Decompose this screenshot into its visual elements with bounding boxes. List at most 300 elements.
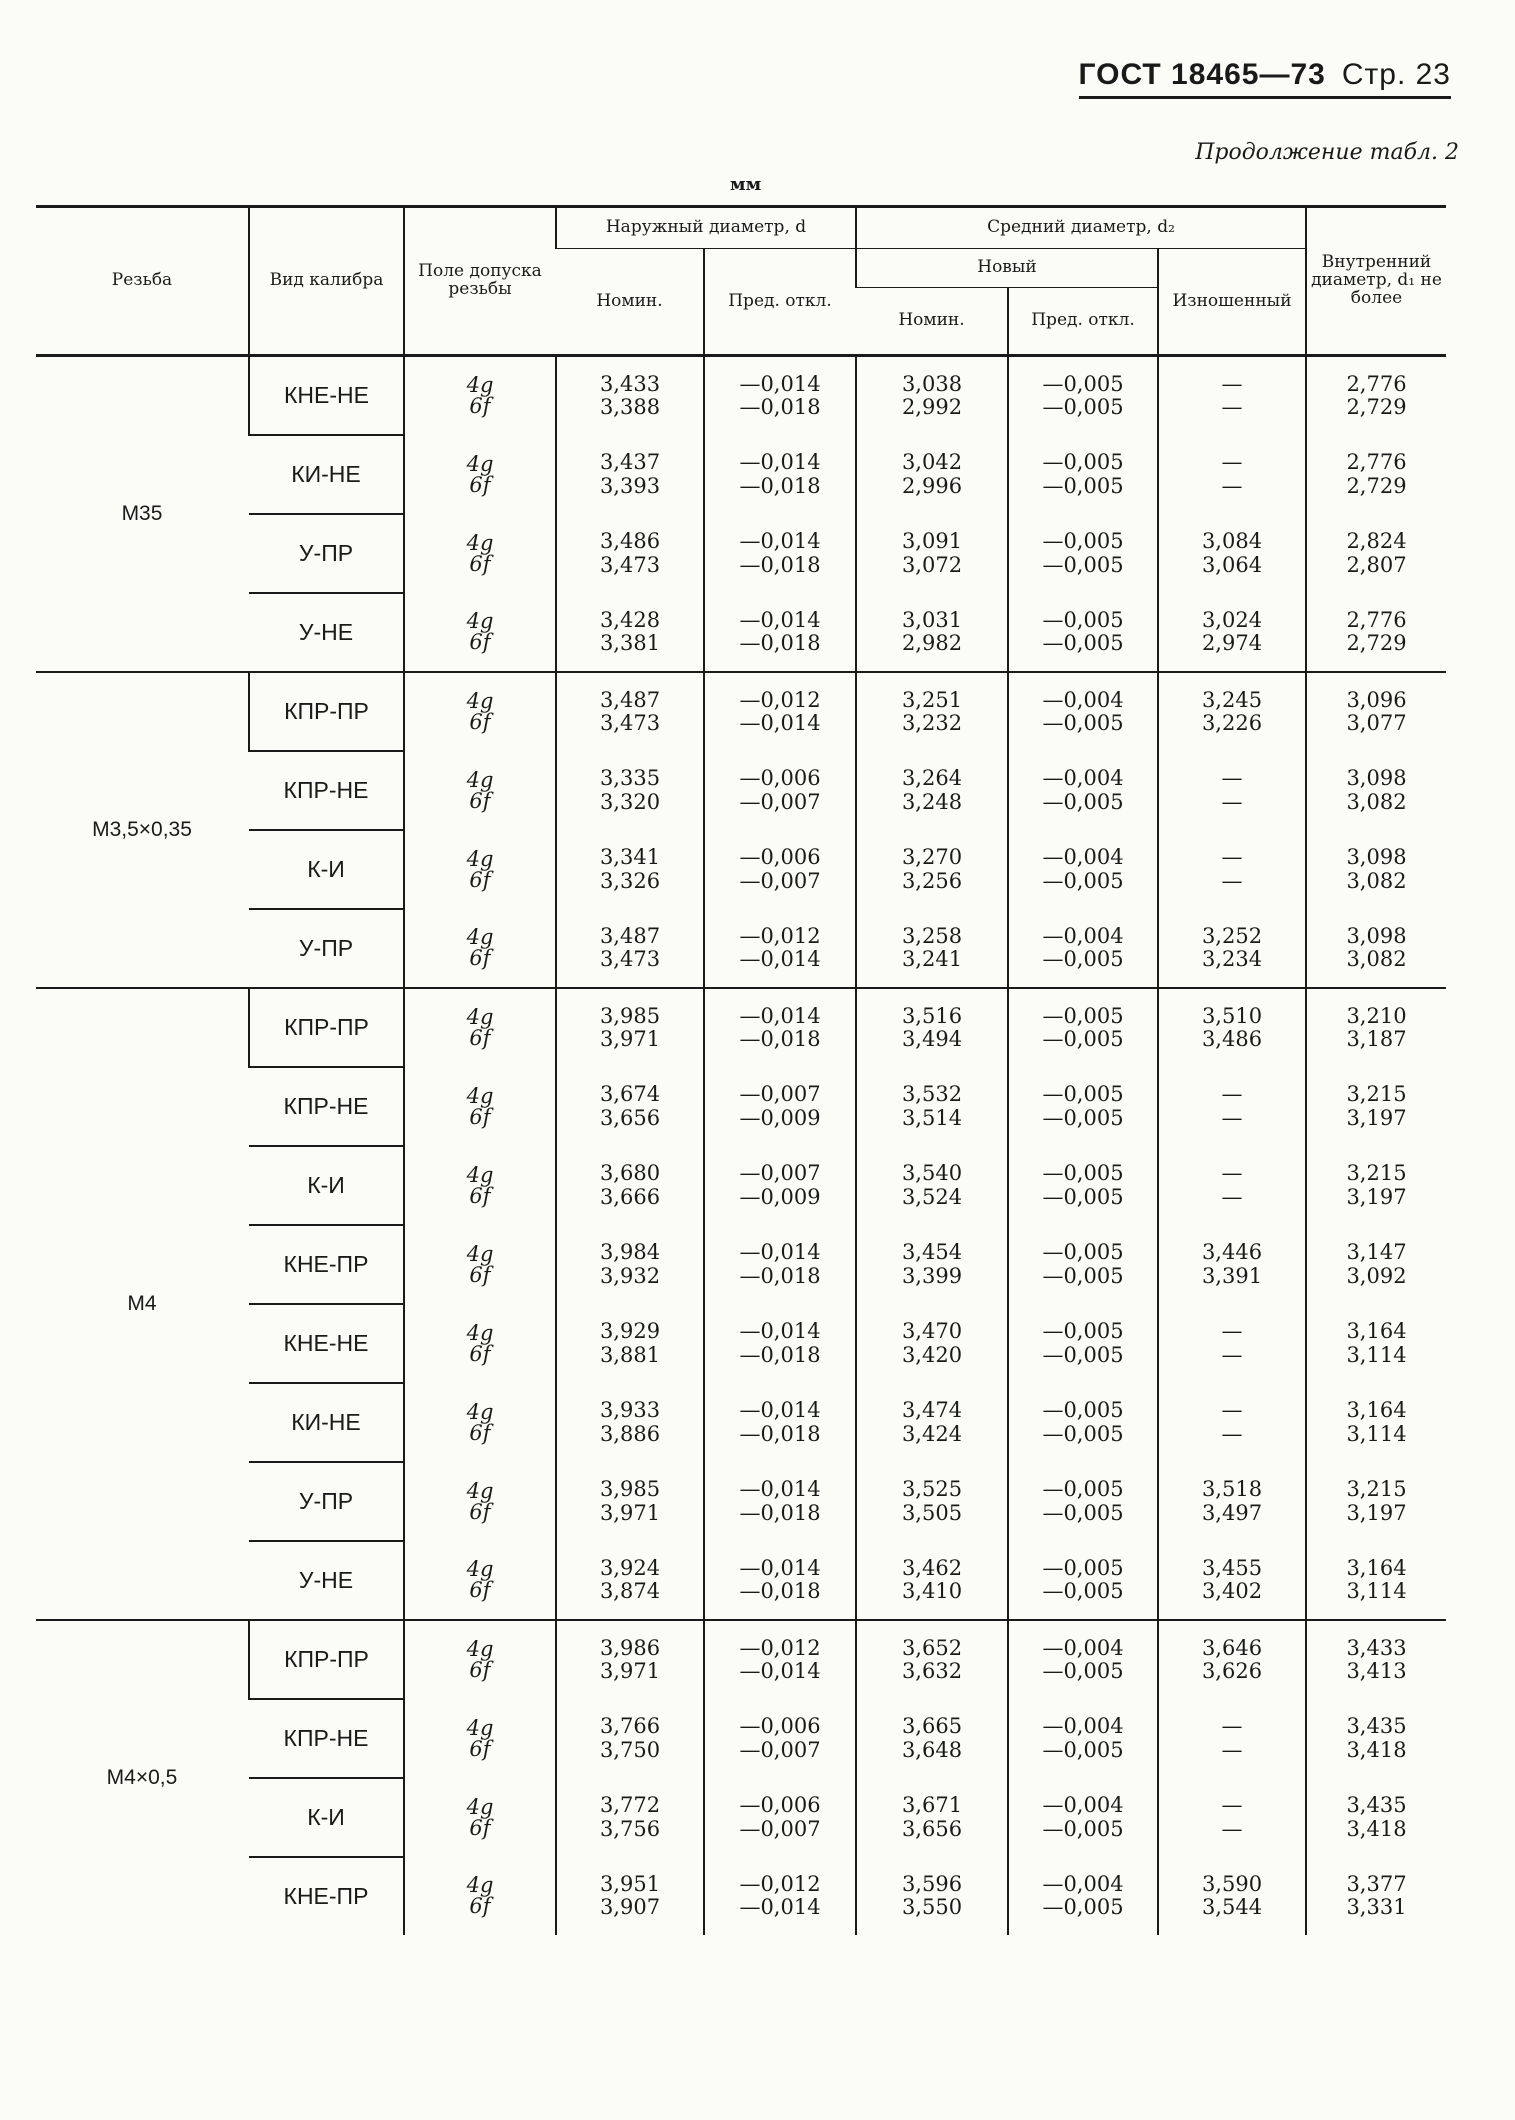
- mean-worn-value: 3,626: [1201, 1659, 1263, 1683]
- tolerance-field-value: 4g: [466, 1083, 494, 1108]
- outer-nominal-value: 3,473: [599, 711, 661, 735]
- mean-deviation-value: —0,005: [1042, 1421, 1124, 1446]
- inner-diameter-value: 3,082: [1346, 868, 1407, 893]
- gauge-type: К-И: [249, 830, 404, 909]
- col-mean-worn: Изношенный: [1158, 249, 1306, 356]
- outer-nominal-cell: [556, 672, 704, 751]
- mean-nominal-value: 3,652: [901, 1635, 963, 1660]
- mean-deviation-cell: [1008, 1383, 1158, 1462]
- inner-diameter-value: 3,114: [1346, 1579, 1407, 1603]
- inner-diameter-cell: [1306, 1462, 1446, 1541]
- tolerance-field-value: 4g: [466, 609, 494, 633]
- outer-deviation-cell: [704, 1541, 856, 1620]
- outer-nominal-value: 3,381: [599, 631, 661, 655]
- mean-nominal-cell: [856, 1304, 1008, 1383]
- mean-nominal-cell: [856, 1462, 1008, 1541]
- mean-nominal-value: 3,462: [901, 1555, 963, 1580]
- mean-deviation-cell: [1008, 1304, 1158, 1383]
- gauge-type: КНЕ-ПР: [249, 1857, 404, 1935]
- outer-deviation-value: —0,018: [739, 1500, 821, 1525]
- mean-worn-value: —: [1221, 473, 1243, 498]
- mean-deviation-cell: [1008, 1067, 1158, 1146]
- mean-deviation-value: —0,005: [1042, 473, 1124, 498]
- tolerance-field-value: 6f: [469, 1499, 491, 1524]
- inner-diameter-value: 3,435: [1346, 1714, 1407, 1739]
- outer-nominal-cell: [556, 1541, 704, 1620]
- mean-worn-value: —: [1221, 1184, 1243, 1209]
- mean-worn-value: —: [1221, 1342, 1243, 1367]
- inner-diameter-value: 3,215: [1346, 1161, 1407, 1186]
- tolerance-field-value: 4g: [466, 689, 494, 713]
- inner-diameter-value: 3,077: [1346, 711, 1407, 735]
- outer-nominal-value: 3,750: [599, 1737, 661, 1762]
- gauge-type: КНЕ-НЕ: [249, 1304, 404, 1383]
- inner-diameter-value: 3,114: [1346, 1342, 1407, 1367]
- outer-deviation-value: —0,018: [739, 1027, 821, 1051]
- outer-nominal-value: 3,986: [599, 1635, 661, 1660]
- inner-diameter-value: 3,197: [1346, 1500, 1407, 1525]
- outer-deviation-cell: [704, 1620, 856, 1699]
- mean-deviation-value: —0,005: [1042, 529, 1124, 554]
- mean-nominal-value: 3,474: [901, 1398, 963, 1423]
- mean-nominal-value: 3,494: [901, 1027, 963, 1051]
- outer-deviation-cell: [704, 1304, 856, 1383]
- tolerance-field-cell: [404, 988, 556, 1067]
- mean-worn-value: —: [1221, 1398, 1243, 1423]
- mean-deviation-value: —0,005: [1042, 395, 1124, 419]
- col-tolerance: Поле допуска резьбы: [404, 207, 556, 356]
- outer-nominal-value: 3,433: [599, 371, 661, 396]
- outer-deviation-value: —0,012: [739, 687, 821, 712]
- mean-nominal-cell: [856, 1778, 1008, 1857]
- mean-worn-cell: [1158, 1699, 1306, 1778]
- tolerance-field-value: 6f: [469, 1104, 491, 1129]
- mean-deviation-value: —0,005: [1042, 1500, 1124, 1525]
- mean-nominal-value: 2,996: [901, 473, 963, 498]
- col-mean-nominal: Номин.: [898, 310, 965, 331]
- outer-nominal-cell: [556, 1462, 704, 1541]
- outer-deviation-value: —0,014: [739, 371, 821, 396]
- tolerance-field-cell: [404, 514, 556, 593]
- mean-deviation-value: —0,005: [1042, 868, 1124, 893]
- mean-worn-value: —: [1221, 845, 1243, 870]
- outer-nominal-value: 3,924: [599, 1555, 661, 1580]
- outer-nominal-value: 3,341: [599, 845, 661, 870]
- mean-worn-cell: [1158, 672, 1306, 751]
- outer-nominal-value: 3,320: [599, 789, 661, 814]
- mean-nominal-value: 3,505: [901, 1500, 963, 1525]
- inner-diameter-cell: [1306, 435, 1446, 514]
- outer-deviation-value: —0,009: [739, 1105, 821, 1130]
- mean-deviation-value: —0,005: [1042, 1105, 1124, 1130]
- mean-worn-value: —: [1221, 450, 1243, 475]
- mean-deviation-value: —0,005: [1042, 1027, 1124, 1051]
- mean-worn-cell: [1158, 830, 1306, 909]
- inner-diameter-cell: [1306, 356, 1446, 436]
- mean-nominal-value: 3,420: [901, 1342, 963, 1367]
- outer-deviation-value: —0,014: [739, 711, 821, 735]
- tolerance-field-value: 4g: [466, 373, 494, 397]
- gauge-type: КИ-НЕ: [249, 435, 404, 514]
- mean-deviation-cell: [1008, 988, 1158, 1067]
- mean-deviation-value: —0,005: [1042, 1555, 1124, 1580]
- inner-diameter-value: 2,729: [1346, 473, 1407, 498]
- mean-worn-cell: [1158, 1146, 1306, 1225]
- mean-deviation-value: —0,004: [1042, 923, 1124, 948]
- table-row: [36, 356, 1446, 436]
- mean-deviation-value: —0,005: [1042, 1895, 1124, 1919]
- tolerance-field-value: 4g: [466, 846, 494, 871]
- outer-deviation-value: —0,007: [739, 868, 821, 893]
- page-header: [1079, 58, 1451, 99]
- mean-deviation-value: —0,005: [1042, 607, 1124, 632]
- outer-nominal-cell: [556, 1304, 704, 1383]
- tolerance-field-value: 6f: [469, 710, 491, 734]
- outer-nominal-value: 3,666: [599, 1184, 661, 1209]
- mean-deviation-value: —0,005: [1042, 1003, 1124, 1028]
- outer-nominal-value: 3,929: [599, 1319, 661, 1344]
- outer-nominal-value: 3,486: [599, 529, 661, 554]
- outer-nominal-value: 3,756: [599, 1816, 661, 1841]
- outer-deviation-value: —0,014: [739, 607, 821, 632]
- col-outer-deviation: Пред. откл.: [704, 249, 856, 356]
- mean-nominal-value: 3,454: [901, 1240, 963, 1265]
- inner-diameter-value: 3,164: [1346, 1398, 1407, 1423]
- mean-nominal-value: 3,256: [901, 868, 963, 893]
- mean-deviation-cell: [1008, 1146, 1158, 1225]
- outer-nominal-value: 3,437: [599, 450, 661, 475]
- mean-deviation-value: —0,005: [1042, 1816, 1124, 1841]
- mean-worn-value: —: [1221, 1816, 1243, 1841]
- tolerance-field-cell: [404, 1146, 556, 1225]
- mean-deviation-cell: [1008, 435, 1158, 514]
- mean-worn-value: 3,510: [1201, 1003, 1263, 1028]
- mean-worn-value: 3,252: [1201, 923, 1263, 948]
- outer-nominal-value: 3,656: [599, 1105, 661, 1130]
- mean-nominal-value: 3,248: [901, 789, 963, 814]
- mean-worn-value: —: [1221, 1737, 1243, 1762]
- mean-worn-value: 3,455: [1201, 1555, 1263, 1580]
- mean-nominal-value: 3,072: [901, 552, 963, 577]
- gauge-type: КПР-ПР: [249, 1620, 404, 1699]
- outer-nominal-value: 3,473: [599, 947, 661, 971]
- thread-designation: М4: [36, 988, 249, 1620]
- tolerance-field-value: 6f: [469, 1658, 491, 1682]
- tolerance-field-cell: [404, 1462, 556, 1541]
- mean-deviation-value: —0,005: [1042, 1161, 1124, 1186]
- mean-nominal-cell: [856, 593, 1008, 672]
- mean-deviation-cell: [1008, 356, 1158, 436]
- gauge-type: У-НЕ: [249, 593, 404, 672]
- thread-designation: М4×0,5: [36, 1620, 249, 1935]
- mean-worn-value: 3,646: [1201, 1635, 1263, 1660]
- mean-nominal-value: 2,982: [901, 631, 963, 655]
- mean-worn-value: 3,446: [1201, 1240, 1263, 1265]
- mean-deviation-cell: [1008, 751, 1158, 830]
- inner-diameter-cell: [1306, 1067, 1446, 1146]
- inner-diameter-value: 3,197: [1346, 1105, 1407, 1130]
- mean-deviation-value: —0,005: [1042, 1319, 1124, 1344]
- outer-nominal-value: 3,388: [599, 395, 661, 419]
- tolerance-field-value: 4g: [466, 1241, 494, 1266]
- mean-nominal-value: 3,540: [901, 1161, 963, 1186]
- tolerance-field-value: 6f: [469, 1420, 491, 1445]
- table-row: [36, 988, 1446, 1067]
- outer-nominal-cell: [556, 988, 704, 1067]
- mean-worn-value: 3,590: [1201, 1871, 1263, 1896]
- mean-worn-value: 3,226: [1201, 711, 1263, 735]
- outer-nominal-cell: [556, 593, 704, 672]
- inner-diameter-value: 2,807: [1346, 552, 1407, 577]
- mean-worn-value: —: [1221, 1105, 1243, 1130]
- mean-nominal-cell: [856, 1857, 1008, 1935]
- outer-nominal-cell: [556, 1146, 704, 1225]
- mean-deviation-value: —0,004: [1042, 845, 1124, 870]
- outer-deviation-value: —0,018: [739, 1579, 821, 1603]
- mean-worn-value: 3,024: [1201, 607, 1263, 632]
- tolerance-field-value: 4g: [466, 1399, 494, 1424]
- outer-deviation-value: —0,018: [739, 1263, 821, 1288]
- mean-nominal-value: 3,232: [901, 711, 963, 735]
- outer-nominal-value: 3,933: [599, 1398, 661, 1423]
- mean-worn-value: —: [1221, 1421, 1243, 1446]
- outer-deviation-cell: [704, 751, 856, 830]
- gauge-type: У-НЕ: [249, 1541, 404, 1620]
- mean-deviation-value: —0,005: [1042, 1082, 1124, 1107]
- tolerance-field-cell: [404, 909, 556, 988]
- tolerance-field-value: 4g: [466, 1637, 494, 1661]
- tolerance-field-value: 4g: [466, 1005, 494, 1029]
- gauge-type: У-ПР: [249, 909, 404, 988]
- tolerance-field-value: 4g: [466, 530, 494, 555]
- outer-deviation-cell: [704, 1778, 856, 1857]
- mean-deviation-value: —0,004: [1042, 1635, 1124, 1660]
- outer-nominal-value: 3,772: [599, 1793, 661, 1818]
- inner-diameter-value: 3,331: [1346, 1895, 1407, 1919]
- tolerance-field-cell: [404, 1541, 556, 1620]
- col-mean-deviation: Пред. откл.: [1008, 288, 1158, 356]
- outer-nominal-value: 3,874: [599, 1579, 661, 1603]
- inner-diameter-value: 3,082: [1346, 789, 1407, 814]
- outer-deviation-value: —0,014: [739, 1240, 821, 1265]
- gauge-type: КИ-НЕ: [249, 1383, 404, 1462]
- mean-worn-cell: [1158, 1778, 1306, 1857]
- inner-diameter-value: 3,377: [1346, 1871, 1407, 1896]
- mean-nominal-value: 3,665: [901, 1714, 963, 1739]
- mean-worn-cell: [1158, 1541, 1306, 1620]
- tolerance-field-value: 4g: [466, 1715, 494, 1740]
- mean-worn-cell: [1158, 1067, 1306, 1146]
- inner-diameter-value: 3,164: [1346, 1555, 1407, 1580]
- inner-diameter-value: 3,098: [1346, 845, 1407, 870]
- outer-deviation-cell: [704, 1146, 856, 1225]
- tolerance-field-cell: [404, 751, 556, 830]
- mean-worn-value: 3,064: [1201, 552, 1263, 577]
- outer-deviation-cell: [704, 1383, 856, 1462]
- outer-nominal-cell: [556, 1778, 704, 1857]
- gauge-type: КПР-ПР: [249, 988, 404, 1067]
- tolerance-field-value: 4g: [466, 1162, 494, 1187]
- inner-diameter-value: 3,413: [1346, 1659, 1407, 1683]
- thread-designation: М3,5×0,35: [36, 672, 249, 988]
- mean-nominal-cell: [856, 1225, 1008, 1304]
- tolerance-field-value: 6f: [469, 867, 491, 892]
- tolerance-field-value: 6f: [469, 1736, 491, 1761]
- outer-deviation-cell: [704, 1462, 856, 1541]
- outer-deviation-value: —0,007: [739, 1161, 821, 1186]
- outer-nominal-value: 3,881: [599, 1342, 661, 1367]
- outer-nominal-cell: [556, 1857, 704, 1935]
- outer-deviation-value: —0,007: [739, 789, 821, 814]
- tolerance-field-value: 6f: [469, 788, 491, 813]
- inner-diameter-cell: [1306, 672, 1446, 751]
- mean-worn-value: —: [1221, 1714, 1243, 1739]
- mean-worn-cell: [1158, 1225, 1306, 1304]
- outer-nominal-value: 3,971: [599, 1500, 661, 1525]
- outer-nominal-cell: [556, 435, 704, 514]
- mean-worn-value: —: [1221, 1793, 1243, 1818]
- mean-nominal-value: 3,514: [901, 1105, 963, 1130]
- mean-nominal-cell: [856, 751, 1008, 830]
- tolerance-field-value: 6f: [469, 551, 491, 576]
- col-outer-nominal: Номин.: [596, 290, 663, 311]
- tolerance-field-value: 6f: [469, 1026, 491, 1050]
- inner-diameter-value: 3,197: [1346, 1184, 1407, 1209]
- tolerance-field-value: 4g: [466, 925, 494, 949]
- mean-nominal-value: 2,992: [901, 395, 963, 419]
- mean-nominal-cell: [856, 909, 1008, 988]
- col-mean-diameter: Средний диаметр, d₂: [856, 207, 1306, 249]
- outer-deviation-value: —0,018: [739, 1342, 821, 1367]
- col-inner-diameter: Внутренний диаметр, d₁ не более: [1306, 207, 1446, 356]
- outer-nominal-value: 3,428: [599, 607, 661, 632]
- outer-nominal-cell: [556, 356, 704, 436]
- outer-nominal-value: 3,932: [599, 1263, 661, 1288]
- tolerance-field-value: 4g: [466, 451, 494, 476]
- outer-nominal-value: 3,907: [599, 1895, 661, 1919]
- mean-deviation-cell: [1008, 1462, 1158, 1541]
- outer-deviation-value: —0,014: [739, 1555, 821, 1580]
- mean-nominal-value: 3,648: [901, 1737, 963, 1762]
- outer-nominal-cell: [556, 514, 704, 593]
- gauge-type: КПР-НЕ: [249, 1699, 404, 1778]
- mean-deviation-cell: [1008, 1699, 1158, 1778]
- mean-worn-value: —: [1221, 395, 1243, 419]
- tolerance-field-cell: [404, 1857, 556, 1935]
- inner-diameter-value: 3,187: [1346, 1027, 1407, 1051]
- mean-nominal-value: 3,251: [901, 687, 963, 712]
- inner-diameter-cell: [1306, 1699, 1446, 1778]
- mean-nominal-value: 3,399: [901, 1263, 963, 1288]
- mean-deviation-value: —0,005: [1042, 450, 1124, 475]
- mean-deviation-cell: [1008, 1225, 1158, 1304]
- mean-nominal-cell: [856, 1541, 1008, 1620]
- outer-nominal-cell: [556, 909, 704, 988]
- mean-worn-value: 2,974: [1201, 631, 1263, 655]
- outer-deviation-value: —0,014: [739, 1003, 821, 1028]
- inner-diameter-value: 3,098: [1346, 766, 1407, 791]
- mean-nominal-cell: [856, 830, 1008, 909]
- mean-deviation-value: —0,005: [1042, 1342, 1124, 1367]
- mean-deviation-cell: [1008, 593, 1158, 672]
- inner-diameter-value: 2,824: [1346, 529, 1407, 554]
- outer-deviation-value: —0,006: [739, 1793, 821, 1818]
- outer-nominal-value: 3,680: [599, 1161, 661, 1186]
- outer-deviation-value: —0,007: [739, 1816, 821, 1841]
- outer-nominal-value: 3,984: [599, 1240, 661, 1265]
- mean-deviation-value: —0,005: [1042, 552, 1124, 577]
- mean-deviation-value: —0,005: [1042, 1398, 1124, 1423]
- mean-deviation-value: —0,005: [1042, 631, 1124, 655]
- inner-diameter-cell: [1306, 1778, 1446, 1857]
- outer-nominal-value: 3,985: [599, 1477, 661, 1502]
- inner-diameter-value: 3,164: [1346, 1319, 1407, 1344]
- inner-diameter-value: 2,729: [1346, 395, 1407, 419]
- tolerance-field-cell: [404, 435, 556, 514]
- outer-deviation-cell: [704, 356, 856, 436]
- inner-diameter-cell: [1306, 909, 1446, 988]
- inner-diameter-value: 3,215: [1346, 1082, 1407, 1107]
- table-continuation-title: Продолжение табл. 2: [1195, 140, 1459, 165]
- mean-worn-cell: [1158, 356, 1306, 436]
- mean-deviation-value: —0,005: [1042, 1477, 1124, 1502]
- inner-diameter-cell: [1306, 1225, 1446, 1304]
- mean-nominal-value: 3,632: [901, 1659, 963, 1683]
- outer-deviation-value: —0,007: [739, 1737, 821, 1762]
- mean-deviation-value: —0,005: [1042, 371, 1124, 396]
- mean-worn-cell: [1158, 1857, 1306, 1935]
- mean-worn-value: —: [1221, 789, 1243, 814]
- mean-nominal-value: 3,038: [901, 371, 963, 396]
- units-label: мм: [730, 174, 762, 195]
- outer-nominal-value: 3,971: [599, 1027, 661, 1051]
- tolerance-field-cell: [404, 593, 556, 672]
- inner-diameter-value: 3,215: [1346, 1477, 1407, 1502]
- mean-worn-cell: [1158, 1304, 1306, 1383]
- tolerance-field-value: 6f: [469, 1815, 491, 1840]
- mean-worn-cell: [1158, 1620, 1306, 1699]
- outer-deviation-cell: [704, 672, 856, 751]
- outer-nominal-cell: [556, 1383, 704, 1462]
- mean-nominal-cell: [856, 514, 1008, 593]
- mean-deviation-value: —0,005: [1042, 1579, 1124, 1603]
- inner-diameter-value: 3,096: [1346, 687, 1407, 712]
- mean-deviation-value: —0,005: [1042, 789, 1124, 814]
- inner-diameter-value: 3,435: [1346, 1793, 1407, 1818]
- col-mean-new: Новый: [856, 249, 1158, 288]
- inner-diameter-value: 3,092: [1346, 1263, 1407, 1288]
- gauge-type: У-ПР: [249, 514, 404, 593]
- table-body: [36, 356, 1446, 1936]
- mean-nominal-cell: [856, 1067, 1008, 1146]
- mean-deviation-value: —0,004: [1042, 1714, 1124, 1739]
- mean-nominal-value: 3,596: [901, 1871, 963, 1896]
- tolerance-field-value: 6f: [469, 472, 491, 497]
- mean-nominal-value: 3,524: [901, 1184, 963, 1209]
- outer-deviation-value: —0,006: [739, 1714, 821, 1739]
- mean-nominal-value: 3,031: [901, 607, 963, 632]
- mean-nominal-value: 3,671: [901, 1793, 963, 1818]
- mean-nominal-value: 3,470: [901, 1319, 963, 1344]
- mean-nominal-value: 3,532: [901, 1082, 963, 1107]
- mean-worn-value: 3,234: [1201, 947, 1263, 971]
- mean-nominal-value: 3,424: [901, 1421, 963, 1446]
- mean-worn-cell: [1158, 1462, 1306, 1541]
- outer-nominal-value: 3,971: [599, 1659, 661, 1683]
- tolerance-field-value: 4g: [466, 1557, 494, 1581]
- mean-nominal-value: 3,550: [901, 1895, 963, 1919]
- mean-worn-value: —: [1221, 371, 1243, 396]
